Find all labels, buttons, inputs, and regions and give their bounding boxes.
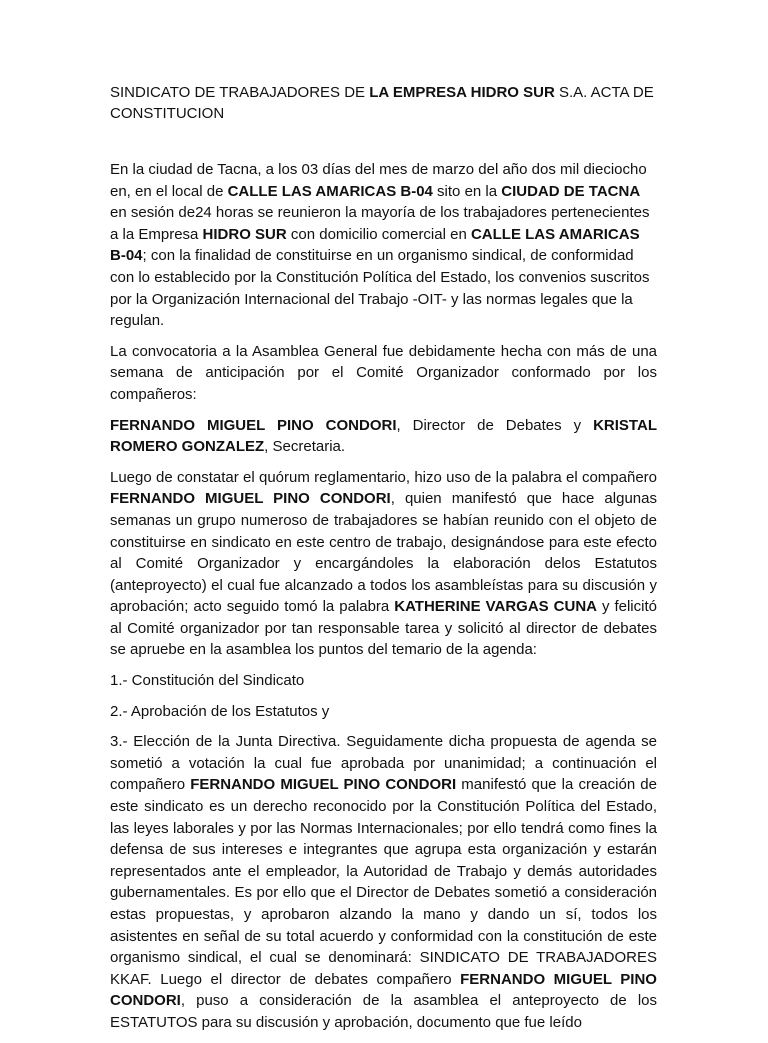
bold-address: CALLE LAS AMARICAS B-04 [110,225,640,265]
text: sito en la [432,182,502,200]
text: , puso a consideración de la asamblea el anteproyecto de los ESTATUTOS para su discusión y aprobación, documento que fue leído [110,992,657,1031]
paragraph-agenda-3 [110,731,657,1033]
bold-name: FERNANDO MIGUEL PINO CONDORI [110,490,391,508]
title-company: LA EMPRESA HIDRO SUR [369,84,555,101]
agenda-item-1: 1.- Constitución del Sindicato [110,672,305,690]
text: , Director de Debates y [396,416,594,434]
paragraph-committee [110,415,657,458]
text: En la ciudad de Tacna, a los 03 días del mes de marzo del año dos mil dieciocho en, en el local de [110,161,647,200]
bold-name: FERNANDO MIGUEL PINO CONDORI [110,416,397,434]
title-text: S.A. ACTA DE CONSTITUCION [110,84,654,122]
document-page [110,82,657,1043]
text: en sesión de24 horas se reunieron la mayoría de los trabajadores pertenecientes a la Empresa [110,204,650,243]
bold-name: FERNANDO MIGUEL PINO CONDORI [110,970,657,1010]
text: ; con la finalidad de constituirse en un organismo sindical, de conformidad con lo establecido por la Constitución Política del Estado, los convenios suscritos por la Organización Internacional del Trabajo -OIT- y las normas legales que la regulan. [110,247,650,330]
bold-city: CIUDAD DE TACNA [501,182,641,200]
paragraph-opening [110,159,657,332]
bold-name: KATHERINE VARGAS CUNA [394,598,597,616]
text: , Secretaria. [264,438,346,456]
bold-name: FERNANDO MIGUEL PINO CONDORI [190,776,457,794]
text: , quien manifestó que hace algunas semanas un grupo numeroso de trabajadores se habían reunido con el objeto de constituirse en sindicato en este centro de trabajo, designándose para este efecto al Comité Organizador y encargándoles la elaboración delos Estatutos (anteproyecto) el cual fue alcanzado a todos los asambleístas para su discusión y aprobación; acto seguido tomó la palabra [110,490,657,616]
agenda-item-2: 2.- Aprobación de los Estatutos y [110,702,330,720]
bold-address: CALLE LAS AMARICAS B-04 [227,182,433,200]
text: manifestó que la creación de este sindicato es un derecho reconocido por la Constitución Política del Estado, las leyes laborales y por las Normas Internacionales; por ello tendrá como fines la defensa de sus intereses e integrantes que agrupa esta organización y estarán representados ante el empleador, la Autoridad de Trabajo y demás autoridades gubernamentales. Es por ello que el Director de Debates sometió a consideración estas propuestas, y aprobaron alzando la mano y dando un sí, todos los asistentes en señal de su total acuerdo y conformidad con la constitución de este organismo sindical, el cual se denominará: SINDICATO DE TRABAJADORES KKAF. Luego el director de debates compañero [110,776,657,988]
text: Luego de constatar el quórum reglamentario, hizo uso de la palabra el compañero [110,468,657,486]
text: 3.- Elección de la Junta Directiva. Seguidamente dicha propuesta de agenda se sometió a votación la cual fue aprobada por unanimidad; a continuación el compañero [110,733,657,794]
title-text: SINDICATO DE TRABAJADORES DE [110,84,370,101]
text: con domicilio comercial en [286,225,471,243]
paragraph-quorum [110,467,657,661]
text: y felicitó al Comité organizador por tan responsable tarea y solicitó al director de debates se apruebe en la asamblea los puntos del temario de la agenda: [110,598,657,659]
bold-company: HIDRO SUR [202,225,287,243]
paragraph-convocatoria: La convocatoria a la Asamblea General fue debidamente hecha con más de una semana de anticipación por el Comité Organizador conformado por los compañeros: [110,342,657,403]
bold-name: KRISTAL ROMERO GONZALEZ [110,416,657,456]
document-title [110,82,657,124]
